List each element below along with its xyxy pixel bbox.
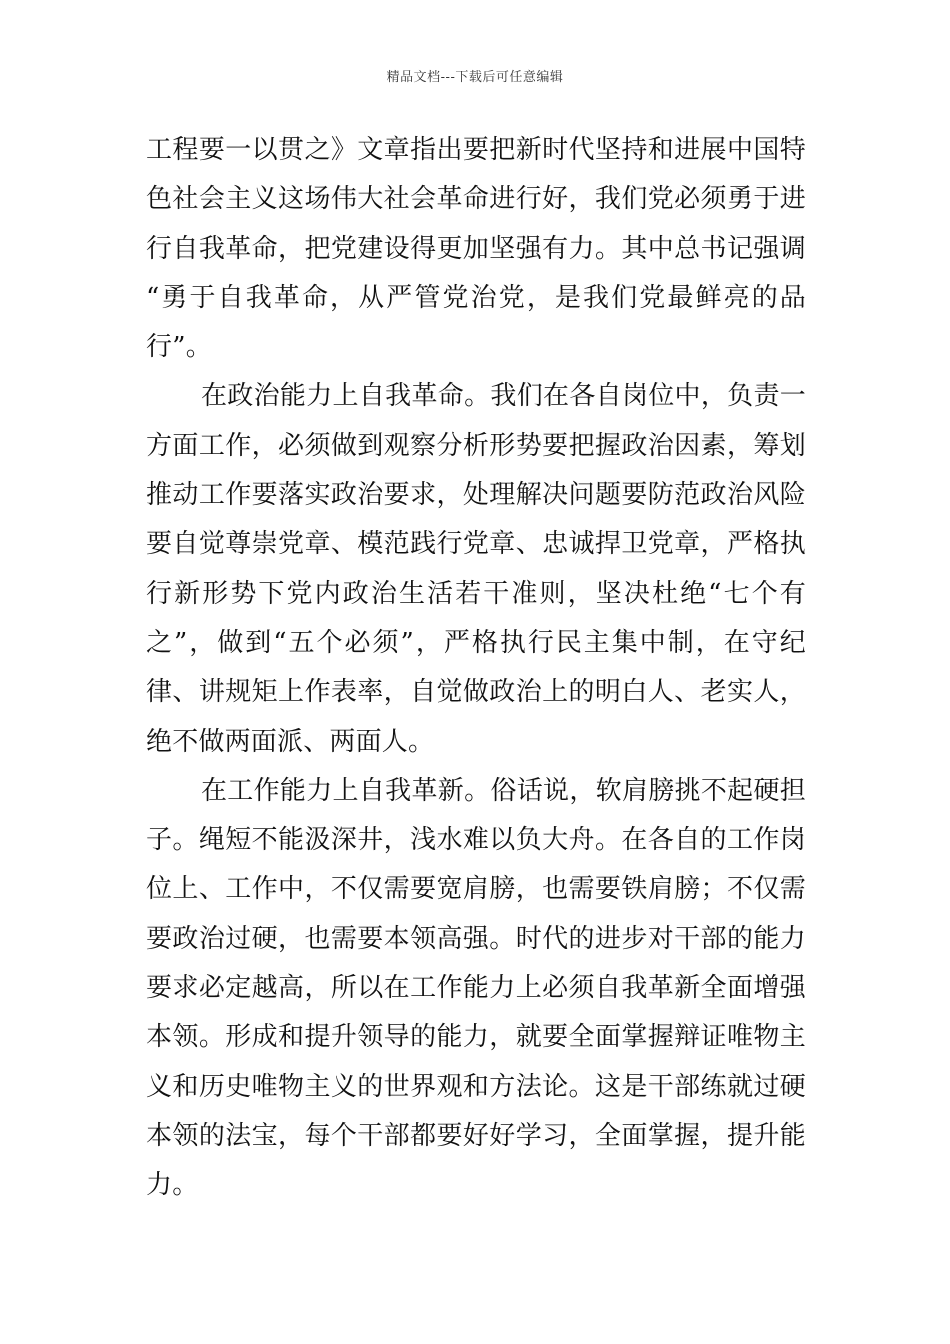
text-line: 律、讲规矩上作表率，自觉做政治上的明白人、老实人， — [146, 677, 806, 708]
document-body — [146, 126, 806, 1211]
text-line: 工程要一以贯之》文章指出要把新时代坚持和进展中国特 — [146, 135, 806, 165]
page-header: 精品文档---下载后可任意编辑 — [386, 70, 564, 85]
paragraph — [146, 767, 806, 1211]
text-line: 要求必定越高，所以在工作能力上必须自我革新全面增强 — [146, 973, 806, 1004]
text-line: 色社会主义这场伟大社会革命进行好，我们党必须勇于进 — [146, 184, 806, 215]
text-line: 推动工作要落实政治要求，处理解决问题要防范政治风险 — [146, 480, 806, 511]
text-line: 行自我革命，把党建设得更加坚强有力。其中总书记强调 — [146, 233, 806, 264]
text-line: 绝不做两面派、两面人。 — [146, 726, 435, 757]
text-line: 位上、工作中，不仅需要宽肩膀，也需要铁肩膀；不仅需 — [146, 874, 806, 905]
text-line: 方面工作，必须做到观察分析形势要把握政治因素，筹划 — [146, 430, 806, 461]
text-line: “勇于自我革命，从严管党治党，是我们党最鲜亮的品 — [146, 282, 806, 313]
text-line: 要政治过硬，也需要本领高强。时代的进步对干部的能力 — [146, 923, 806, 954]
text-line: 行新形势下党内政治生活若干准则，坚决杜绝“七个有 — [146, 578, 806, 609]
text-line: 行”。 — [146, 332, 212, 363]
text-line: 子。绳短不能汲深井，浅水难以负大舟。在各自的工作岗 — [146, 825, 806, 856]
text-line: 力。 — [146, 1170, 199, 1201]
paragraph — [146, 126, 806, 372]
text-line: 之”，做到“五个必须”，严格执行民主集中制，在守纪 — [146, 627, 806, 658]
text-line: 要自觉尊崇党章、模范践行党章、忠诚捍卫党章，严格执 — [146, 529, 806, 560]
paragraph — [146, 372, 806, 766]
text-line: 在工作能力上自我革新。俗话说，软肩膀挑不起硬担 — [201, 775, 806, 806]
text-line: 本领的法宝，每个干部都要好好学习，全面掌握，提升能 — [146, 1120, 806, 1151]
text-line: 本领。形成和提升领导的能力，就要全面掌握辩证唯物主 — [146, 1022, 806, 1053]
text-line: 义和历史唯物主义的世界观和方法论。这是干部练就过硬 — [146, 1071, 806, 1102]
text-line: 在政治能力上自我革命。我们在各自岗位中，负责一 — [201, 381, 806, 412]
